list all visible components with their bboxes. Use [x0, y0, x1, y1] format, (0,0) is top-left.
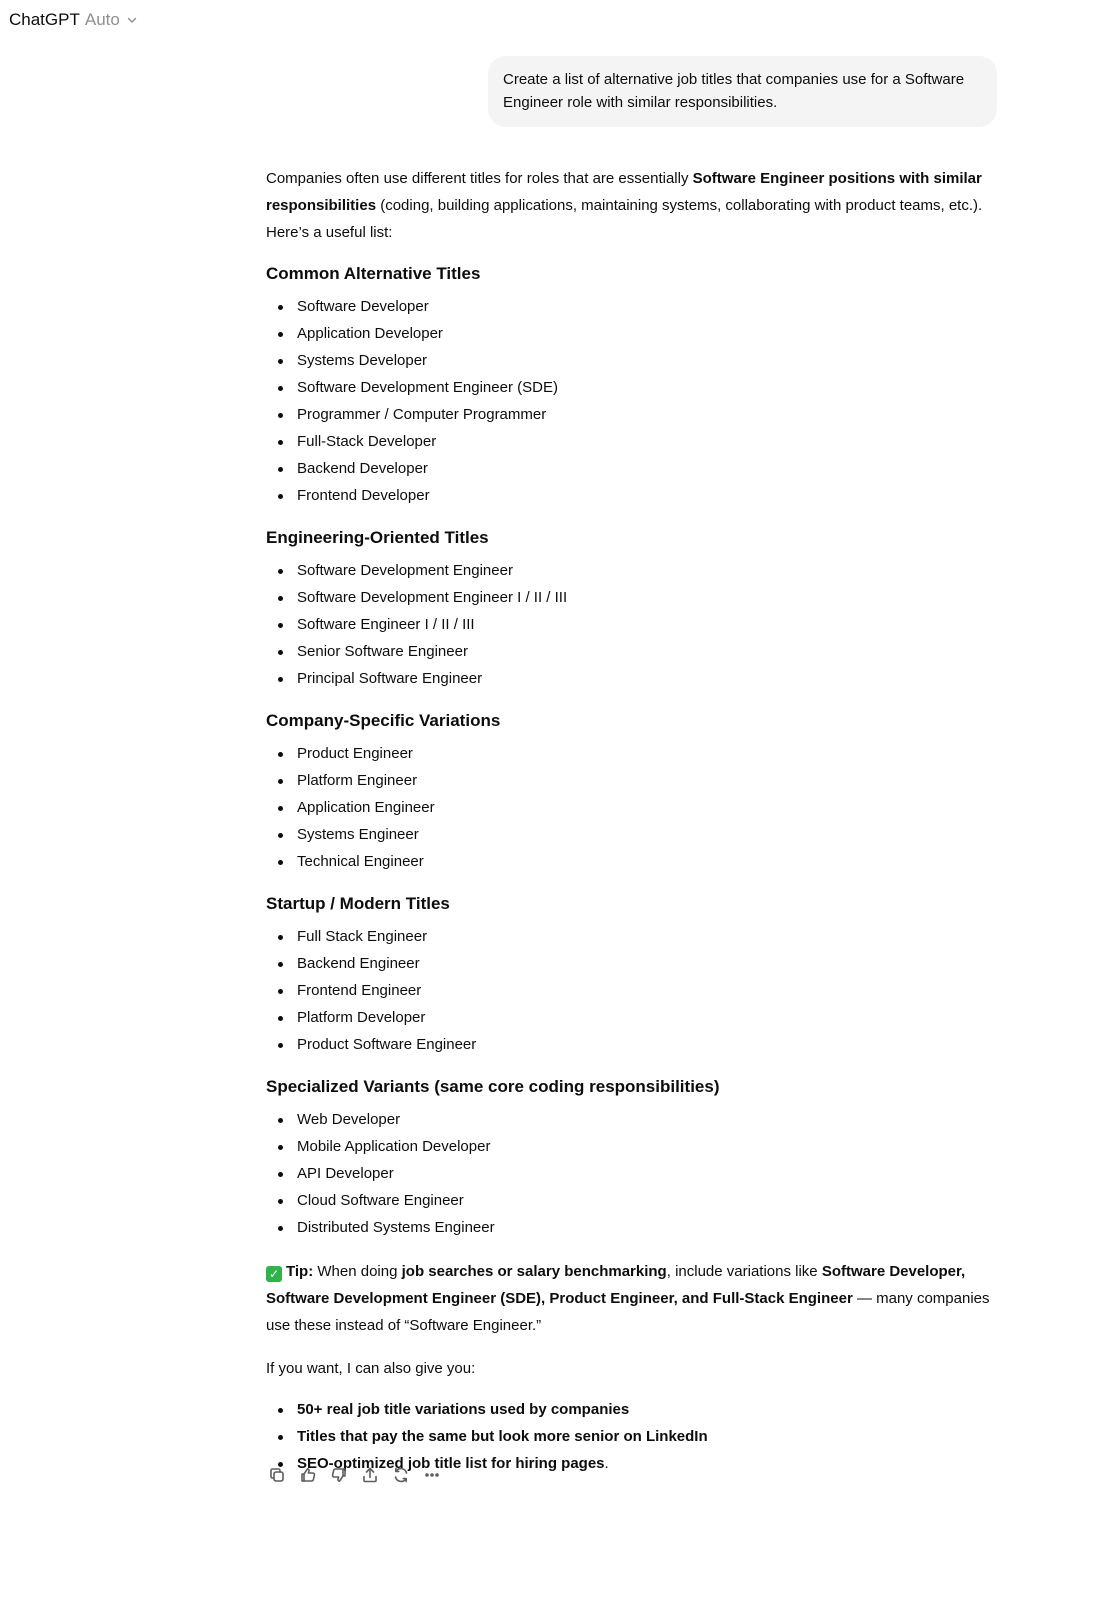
list-item: Systems Developer: [266, 347, 1006, 374]
thumbs-up-button[interactable]: [297, 1464, 318, 1485]
check-mark-icon: ✓: [266, 1266, 282, 1282]
section-title: Engineering-Oriented Titles: [266, 528, 489, 547]
list-item: Full Stack Engineer: [266, 923, 1006, 950]
share-icon: [361, 1466, 379, 1484]
model-selector[interactable]: [9, 8, 138, 32]
regenerate-button[interactable]: [390, 1464, 411, 1485]
copy-icon: [268, 1466, 286, 1484]
list-item: Senior Software Engineer: [266, 638, 1006, 665]
title-list: [266, 1106, 1006, 1241]
list-item: Frontend Engineer: [266, 977, 1006, 1004]
list-item: Frontend Developer: [266, 482, 1006, 509]
brand-title: ChatGPT: [9, 10, 80, 29]
section-title: Specialized Variants (same core coding responsibilities): [266, 1077, 720, 1096]
more-icon: [423, 1466, 441, 1484]
list-item: Mobile Application Developer: [266, 1133, 1006, 1160]
section-title: Common Alternative Titles: [266, 264, 481, 283]
list-item: Programmer / Computer Programmer: [266, 401, 1006, 428]
thumbs-up-icon: [299, 1466, 317, 1484]
user-message: Create a list of alternative job titles that companies use for a Software Engineer role with similar responsibilities.: [488, 56, 997, 127]
list-item: Software Developer: [266, 293, 1006, 320]
list-item: Product Software Engineer: [266, 1031, 1006, 1058]
tip-paragraph: ✓ Tip: When doing job searches or salary benchmarking, include variations like Software Developer, Software Development Engineer (SDE), Product Engineer, and Full-Stack Engineer — many companies use these instead of “Software Engineer.”: [266, 1263, 990, 1334]
list-item: SEO-optimized job title list for hiring pages.: [266, 1450, 1006, 1477]
list-item: Full-Stack Developer: [266, 428, 1006, 455]
copy-button[interactable]: [266, 1464, 287, 1485]
title-list: [266, 740, 1006, 875]
list-item: Backend Engineer: [266, 950, 1006, 977]
list-item: Software Development Engineer: [266, 557, 1006, 584]
share-button[interactable]: [359, 1464, 380, 1485]
model-name: Auto: [84, 10, 120, 29]
list-item: Software Development Engineer (SDE): [266, 374, 1006, 401]
list-item: Web Developer: [266, 1106, 1006, 1133]
assistant-message: [266, 165, 1006, 1494]
list-item: Platform Developer: [266, 1004, 1006, 1031]
offer-paragraph: If you want, I can also give you:: [266, 1360, 476, 1377]
list-item: 50+ real job title variations used by companies: [266, 1396, 1006, 1423]
chevron-down-icon: [126, 14, 138, 26]
list-item: Backend Developer: [266, 455, 1006, 482]
more-options-button[interactable]: [421, 1464, 442, 1485]
title-list: [266, 557, 1006, 692]
thumbs-down-icon: [330, 1466, 348, 1484]
list-item: Platform Engineer: [266, 767, 1006, 794]
section-title: Company-Specific Variations: [266, 711, 501, 730]
list-item: API Developer: [266, 1160, 1006, 1187]
list-item: Cloud Software Engineer: [266, 1187, 1006, 1214]
title-list: [266, 293, 1006, 509]
list-item: Product Engineer: [266, 740, 1006, 767]
list-item: Software Development Engineer I / II / III: [266, 584, 1006, 611]
list-item: Application Engineer: [266, 794, 1006, 821]
title-list: [266, 923, 1006, 1058]
message-actions: [266, 1464, 442, 1485]
list-item: Technical Engineer: [266, 848, 1006, 875]
section-title: Startup / Modern Titles: [266, 894, 450, 913]
regenerate-icon: [392, 1466, 410, 1484]
list-item: Distributed Systems Engineer: [266, 1214, 1006, 1241]
thumbs-down-button[interactable]: [328, 1464, 349, 1485]
list-item: Titles that pay the same but look more senior on LinkedIn: [266, 1423, 1006, 1450]
list-item: Software Engineer I / II / III: [266, 611, 1006, 638]
list-item: Application Developer: [266, 320, 1006, 347]
intro-paragraph: Companies often use different titles for roles that are essentially Software Engineer positions with similar responsibilities (coding, building applications, maintaining systems, collaborating with product teams, etc.). Here’s a useful list:: [266, 170, 983, 241]
list-item: Systems Engineer: [266, 821, 1006, 848]
list-item: Principal Software Engineer: [266, 665, 1006, 692]
